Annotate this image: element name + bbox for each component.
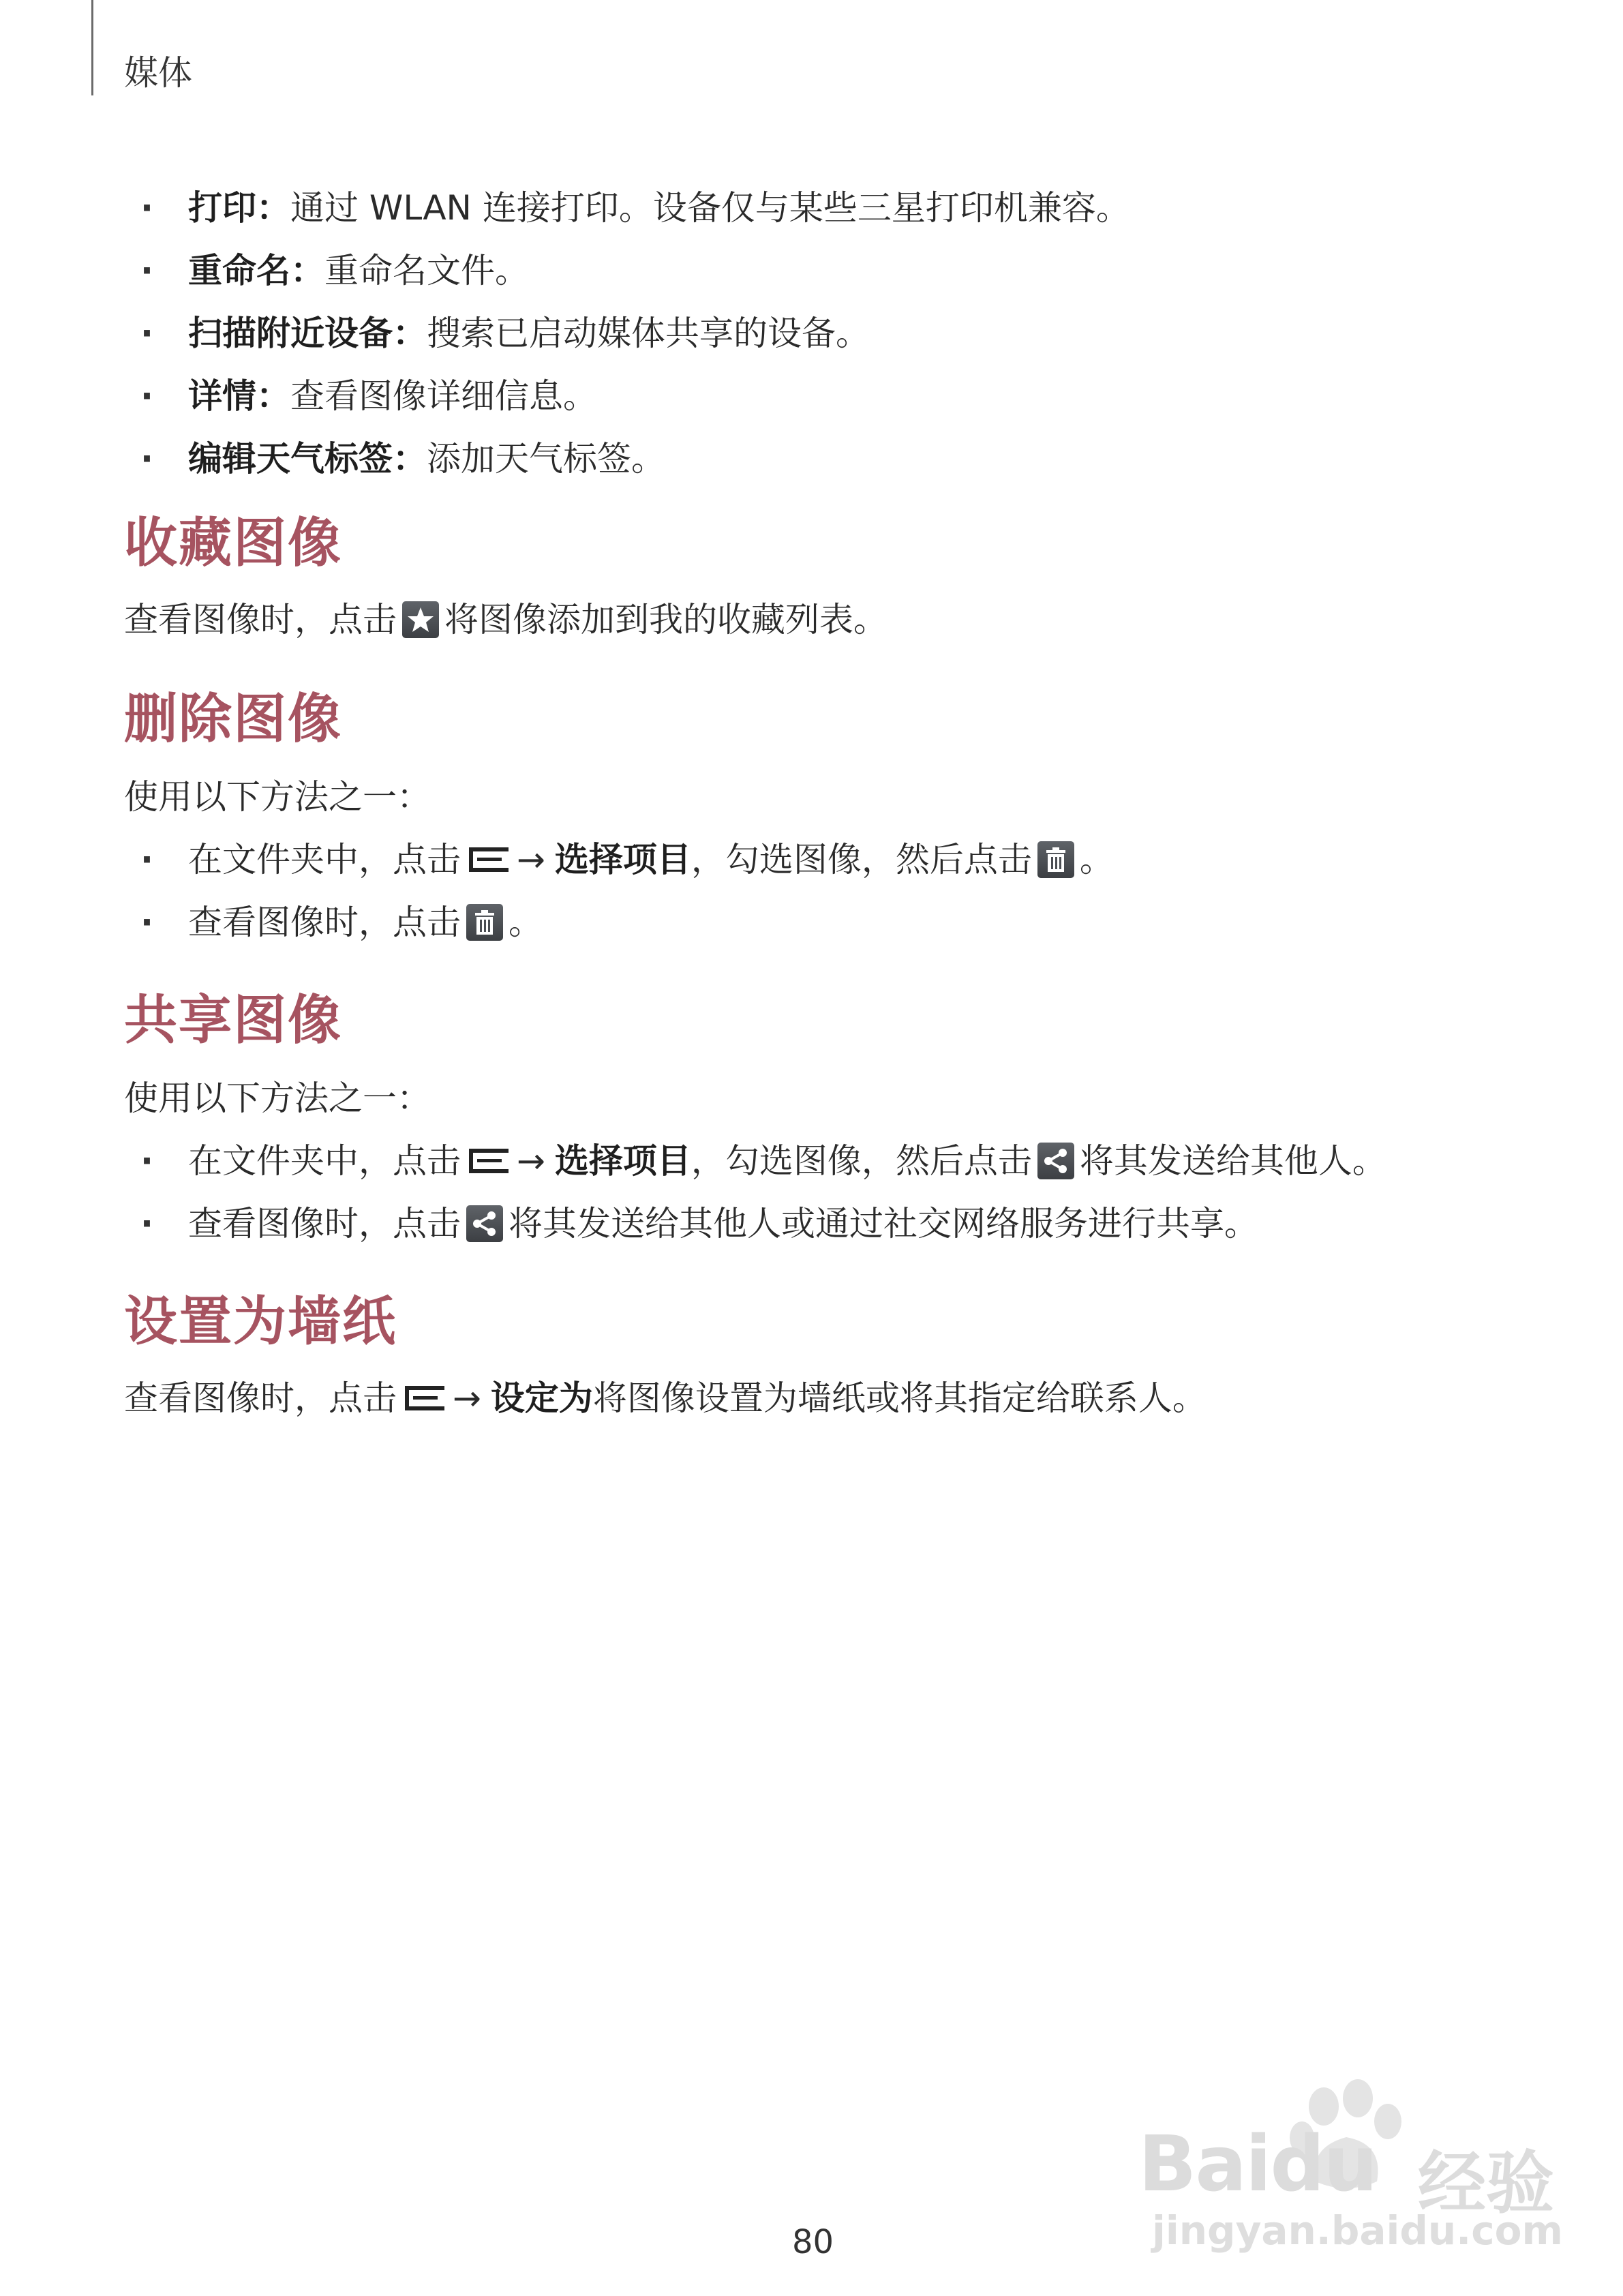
option-term-print: 打印 bbox=[188, 188, 256, 228]
section-title-favorite: 收藏图像 bbox=[124, 513, 343, 574]
trash-icon bbox=[1037, 841, 1074, 878]
item-text: 在文件夹中，点击 bbox=[188, 840, 461, 879]
option-colon: ： bbox=[256, 376, 290, 416]
item-text: 在文件夹中，点击 bbox=[188, 1141, 461, 1181]
item-text: ，勾选图像，然后点击 bbox=[691, 1141, 1032, 1181]
bullet: · bbox=[140, 1204, 153, 1243]
bullet: · bbox=[140, 840, 153, 879]
section-wallpaper bbox=[124, 1291, 1501, 1422]
trash-icon bbox=[466, 904, 503, 941]
section-title-wallpaper: 设置为墙纸 bbox=[124, 1291, 397, 1353]
option-term-scan: 扫描附近设备 bbox=[188, 314, 393, 353]
option-desc: 通过 WLAN 连接打印。设备仅与某些三星打印机兼容。 bbox=[290, 188, 1130, 228]
star-icon bbox=[402, 601, 439, 638]
item-text: 。 bbox=[509, 903, 543, 942]
option-term-rename: 重命名 bbox=[188, 251, 290, 290]
paragraph-text: 查看图像时，点击 bbox=[124, 1378, 397, 1418]
arrow: → bbox=[517, 1141, 545, 1181]
list-item bbox=[124, 1137, 1487, 1185]
bullet: · bbox=[140, 376, 153, 416]
paragraph-text: 查看图像时，点击 bbox=[124, 600, 397, 639]
bullet: · bbox=[140, 903, 153, 942]
option-colon: ： bbox=[393, 439, 427, 479]
running-header: 媒体 bbox=[124, 53, 192, 93]
list-item bbox=[124, 836, 1501, 883]
share-intro: 使用以下方法之一： bbox=[124, 1078, 431, 1118]
item-text: 查看图像时，点击 bbox=[188, 903, 461, 942]
bullet: · bbox=[140, 314, 153, 353]
option-desc: 添加天气标签。 bbox=[427, 439, 665, 479]
menu-icon bbox=[466, 845, 511, 875]
watermark-url: jingyan.baidu.com bbox=[1152, 2207, 1563, 2254]
item-text: 。 bbox=[1079, 840, 1114, 879]
share-methods bbox=[124, 1137, 1501, 1248]
share-icon bbox=[1037, 1143, 1074, 1179]
options-list bbox=[124, 184, 1501, 483]
option-desc: 查看图像详细信息。 bbox=[290, 376, 597, 416]
section-favorite bbox=[124, 513, 1501, 644]
favorite-paragraph bbox=[124, 596, 1501, 644]
option-colon: ： bbox=[393, 314, 427, 353]
bullet: · bbox=[140, 1141, 153, 1181]
section-delete bbox=[124, 689, 1501, 946]
option-term-details: 详情 bbox=[188, 376, 256, 416]
list-item bbox=[124, 372, 1501, 420]
share-icon bbox=[466, 1205, 503, 1242]
delete-methods bbox=[124, 836, 1501, 946]
page-number-text: 80 bbox=[792, 2223, 834, 2261]
bullet: · bbox=[140, 251, 153, 290]
option-colon: ： bbox=[290, 251, 324, 290]
item-term: 选择项目 bbox=[554, 1141, 691, 1181]
option-term-weather: 编辑天气标签 bbox=[188, 439, 393, 479]
paragraph-term: 设定为 bbox=[490, 1378, 593, 1418]
section-share bbox=[124, 990, 1501, 1248]
list-item bbox=[124, 435, 1501, 483]
paragraph-text: 将图像设置为墙纸或将其指定给联系人。 bbox=[592, 1378, 1207, 1418]
delete-intro: 使用以下方法之一： bbox=[124, 777, 431, 817]
paragraph-text: 将图像添加到我的收藏列表。 bbox=[444, 600, 888, 639]
list-item bbox=[124, 309, 1501, 357]
menu-icon bbox=[466, 1146, 511, 1176]
menu-icon bbox=[402, 1383, 447, 1413]
list-item bbox=[124, 247, 1501, 294]
wallpaper-paragraph bbox=[124, 1374, 1501, 1422]
option-colon: ： bbox=[256, 188, 290, 228]
list-item bbox=[124, 1200, 1501, 1248]
watermark-brand: Baidu bbox=[1138, 2120, 1377, 2209]
bullet: · bbox=[140, 188, 153, 228]
arrow: → bbox=[453, 1378, 481, 1418]
list-item bbox=[124, 898, 1501, 946]
option-desc: 重命名文件。 bbox=[324, 251, 529, 290]
baidu-watermark bbox=[1138, 2079, 1563, 2254]
arrow: → bbox=[517, 840, 545, 879]
item-text: 查看图像时，点击 bbox=[188, 1204, 461, 1243]
item-text: 将其发送给其他人。 bbox=[1079, 1141, 1386, 1181]
item-text: ，勾选图像，然后点击 bbox=[691, 840, 1032, 879]
header-side-rule bbox=[91, 0, 93, 95]
item-term: 选择项目 bbox=[554, 840, 691, 879]
watermark-brand-cn: 经验 bbox=[1418, 2143, 1554, 2223]
page-content bbox=[124, 184, 1501, 1422]
section-title-delete: 删除图像 bbox=[124, 689, 343, 750]
option-desc: 搜索已启动媒体共享的设备。 bbox=[427, 314, 870, 353]
list-item bbox=[124, 184, 1501, 232]
bullet: · bbox=[140, 439, 153, 479]
item-text: 将其发送给其他人或通过社交网络服务进行共享。 bbox=[509, 1204, 1258, 1243]
section-title-share: 共享图像 bbox=[124, 990, 343, 1051]
